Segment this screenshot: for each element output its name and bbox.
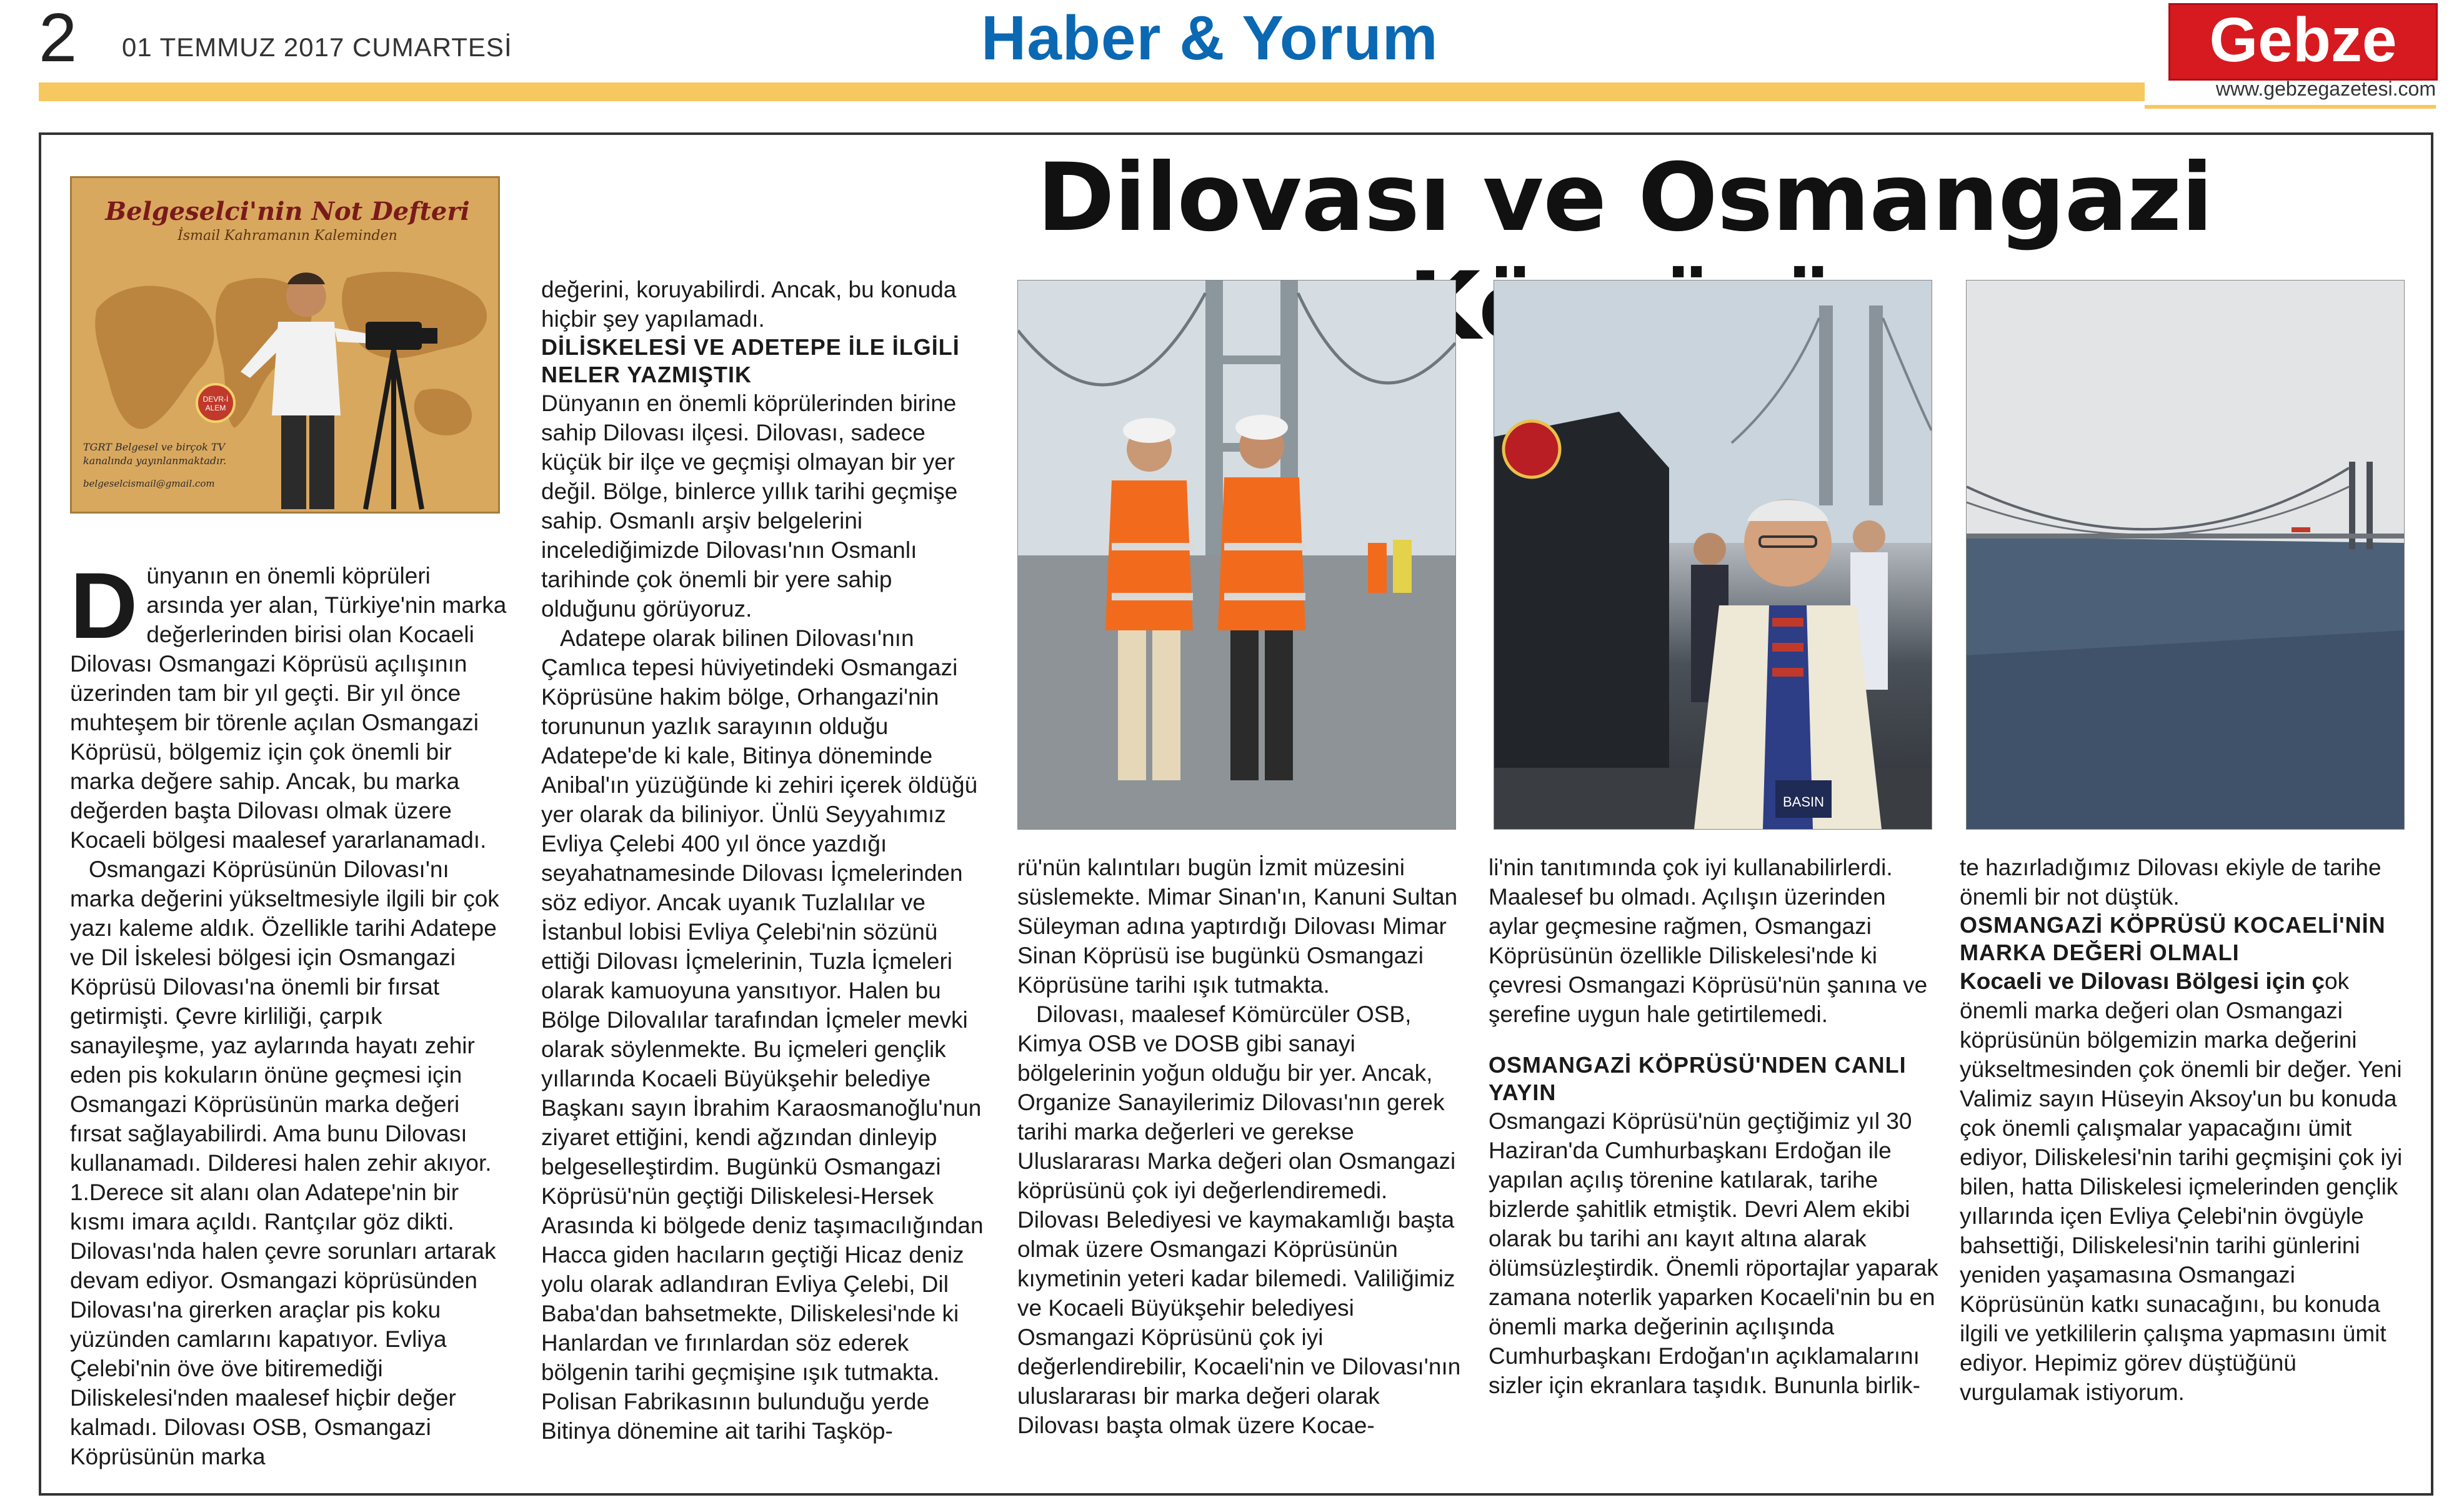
subheading: OSMANGAZİ KÖPRÜSÜ'NDEN CANLI YAYIN (1489, 1052, 1907, 1105)
paragraph-text: ok önemli marka değeri olan Osmangazi köprüsünün bölgemizin marka değerini yükseltmesinden çok önemli bir değer. Yeni Valimiz sayın Hüseyin Aksoy'un bu konuda çok önemli çalışmalar yapacağını ümit ediyor, Diliskelesi'nin tarihi geçmişini çok iyi bilen, hatta Diliskelesi içmelerinden gençlik yıllarında içen Evliya Çelebi'nin övgüyle bahsettiği, Diliskelesi'nin tarihi günlerini yeniden yaşamasına Osmangazi Köprüsünün katkı sunacağını, bu konuda ilgili ve yetkililerin çalışma yapmasını ümit ediyor. Hepimiz görev düştüğünü vurgulamak istiyorum. (1960, 968, 2403, 1405)
header-rule (39, 82, 2145, 101)
section-title: Haber & Yorum (981, 3, 1439, 73)
lead-text: ünyanın en önemli köprüleri arsında yer alan, Türkiye'nin marka değerlerinden birisi olan Kocaeli Dilovası Osmangazi Köprüsü açılışının üzerinden tam bir yıl geçti. Bir yıl önce muhteşem bir törenle açılan Osmangazi Köprüsü, bölgemiz için çok önemli bir marka değere sahip. Ancak, bu marka değerden başta Dilovası olmak üzere Kocaeli bölgesi maalesef yararlanamadı. (70, 563, 507, 853)
article-column-3 (1017, 853, 1467, 1440)
bold-lead-in: Kocaeli ve Dilovası Bölgesi için ç (1960, 968, 2325, 994)
lead-paragraph (70, 553, 507, 855)
body-paragraph: Osmangazi Köprüsünün Dilovası'nı marka değerini yükseltmesiyle ilgili bir çok yazı kaleme aldık. Özellikle tarihi Adatepe ve Dil İskelesi bölgesi için Osmangazi Köprüsü Dilovası'na önemli bir fırsat getirmişti. Çevre kirliliği, çarpık sanayileşme, yaz aylarında hayatı zehir eden pis kokuların önüne geçmesi için Osmangazi Köprüsünün marka değeri fırsat sağlayabilirdi. Ama bunu Dilovası kullanamadı. Dilderesi halen zehir akıyor. 1.Derece sit alanı olan Adatepe'nin bir kısmı imara açıldı. Rantçılar göz dikti. Dilovası'nda halen çevre sorunları artarak devam ediyor. Osmangazi köprüsünden Dilovası'na girerken araçlar pis koku yüzünden camlarını kapatıyor. Evliya Çelebi'nin öve öve bitiremediği Diliskelesi'nden maalesef hiçbir değer kalmadı. Dilovası OSB, Osmangazi Köprüsünün marka (70, 857, 499, 1469)
body-paragraph: Osmangazi Köprüsü'nün geçtiğimiz yıl 30 Haziran'da Cumhurbaşkanı Erdoğan ile yapılan açılış törenine katılarak, tarihe bizlerde şahitlik etmiştik. Devri Alem ekibi olarak bu tarihi anı kayıt altına alarak ölümsüzleştirdik. Önemli röportajlar yaparak zamana noterlik yaparken Kocaeli'nin bu en önemli marka değerinin açılışında Cumhurbaşkanı Erdoğan'ın açıklamalarını sizler için ekranlara taşıdık. Bununla birlik- (1489, 1108, 1938, 1398)
body-paragraph: li'nin tanıtımında çok iyi kullanabilirlerdi. Maalesef bu olmadı. Açılışın üzerinden aylar geçmesine rağmen, Osmangazi Köprüsünün özellikle Diliskelesi'nde ki çevresi Osmangazi Köprüsü'nün şanına ve şerefine uygun hale getirtilemedi. (1489, 855, 1928, 1027)
article-column-5 (1960, 853, 2403, 1407)
page-number: 2 (39, 0, 77, 76)
body-paragraph: Dilovası, maalesef Kömürcüler OSB, Kimya OSB ve DOSB gibi sanayi bölgelerinin yoğun olduğu bir yer. Ancak, Organize Sanayilerimiz Dilovası'nın gerek tarihi marka değerleri ve gerekse Uluslararası Marka değeri olan Osmangazi köprüsünü çok iyi değerlendiremedi. Dilovası Belediyesi ve kaymakamlığı başta olmak üzere Osmangazi Köprüsünün kıymetinin yeteri kadar bilemedi. Valiliğimiz ve Kocaeli Büyükşehir belediyesi Osmangazi Köprüsünü çok iyi değerlendirebilir, Kocaeli'nin ve Dilovası'nın uluslararası bir marka değeri olarak Dilovası başta olmak üzere Kocae- (1017, 1001, 1461, 1438)
article-column-4 (1489, 853, 1938, 1400)
subheading: OSMANGAZİ KÖPRÜSÜ KOCAELİ'NİN MARKA DEĞERİ OLMALI (1960, 912, 2386, 965)
notebook-subtitle: İsmail Kahramanın Kaleminden (177, 228, 397, 244)
svg-text:ALEM: ALEM (205, 404, 226, 412)
live-broadcast-illustration (1494, 281, 1932, 829)
logo-text: Gebze (2209, 5, 2397, 75)
body-paragraph: te hazırladığımız Dilovası ekiyle de tarihe önemli bir not düştük. (1960, 855, 2382, 910)
svg-text:DEVR-İ: DEVR-İ (202, 395, 229, 404)
newspaper-logo[interactable] (2168, 3, 2438, 81)
notebook-title: Belgeselci'nin Not Defteri (105, 197, 470, 226)
author-column-box (70, 176, 500, 514)
photo-live-broadcast[interactable] (1494, 280, 1932, 830)
bridge-sea-illustration (1967, 281, 2404, 829)
issue-date: 01 TEMMUZ 2017 CUMARTESİ (122, 32, 512, 62)
body-paragraph: Dünyanın en önemli köprülerinden birine sahip Dilovası ilçesi. Dilovası, sadece küçük bir ilçe ve geçmişi olmayan bir yer değil. Bölge, binlerce yıllık tarihi geçmişe sahip. Osmanlı arşiv belgelerini incelediğimizde Dilovası'nın Osmanlı tarihinde çok önemli bir yere sahip olduğunu görüyoruz. (541, 390, 958, 622)
article-column-1 (70, 553, 507, 1471)
body-paragraph (1960, 966, 2403, 1407)
subheading: DİLİSKELESİ VE ADETEPE İLE İLGİLİ NELER YAZMIŞTIK (541, 334, 960, 387)
photo-bridge-visit[interactable] (1017, 280, 1456, 830)
article-headline: Dilovası ve Osmangazi (1037, 144, 2213, 252)
body-paragraph: rü'nün kalıntıları bugün İzmit müzesini süslemekte. Mimar Sinan'ın, Kanuni Sultan Süleyman adına yaptırdığı Dilovası Mimar Sinan Köprüsü ise bugünkü Osmangazi Köprüsüne tarihi ışık tutmakta. (1017, 855, 1458, 998)
author-email[interactable]: belgeselcismail@gmail.com (83, 478, 215, 489)
press-badge-text: BASIN (1782, 794, 1825, 810)
drop-cap: D (70, 553, 138, 658)
bridge-visit-illustration (1018, 281, 1455, 829)
website-url[interactable]: www.gebzegazetesi.com (2215, 77, 2436, 100)
author-caption: TGRT Belgesel ve birçok TV kanalında yayınlanmaktadır. (83, 441, 227, 467)
header-rule-right (2145, 105, 2436, 109)
article-column-2 (541, 275, 991, 1446)
photo-bridge-over-sea[interactable] (1966, 280, 2405, 830)
body-paragraph: Adatepe olarak bilinen Dilovası'nın Çamlıca tepesi hüviyetindeki Osmangazi Köprüsüne hakim bölge, Orhangazi'nin torununun yazlık sarayının olduğu Adatepe'de ki kale, Bitinya döneminde Anibal'ın yüzüğünde ki zehiri içerek öldüğü yer olarak da biliniyor. Ünlü Seyyahımız Evliya Çelebi 400 yıl önce yazdığı seyahatnamesinde Dilovası İçmelerinden söz ediyor. Ancak uyanık Tuzlalılar ve İstanbul lobisi Evliya Çelebi'nin sözünü ettiği Dilovası İçmelerinin, Tuzla İçmeleri olarak kamuoyuna yansıtıyor. Halen bu Bölge Dilovalılar tarafından İçmeler mevki olarak söylenmekte. Bu içmeleri gençlik yıllarında Kocaeli Büyükşehir belediye Başkanı sayın İbrahim Karaosmanoğlu'nun ziyaret ettiğini, kendi ağzından dinleyip belgeselleştirdim. Bugünkü Osmangazi Köprüsü'nün geçtiği Diliskelesi-Hersek Arasında ki bölgede deniz taşımacılığından Hacca giden hacıların geçtiği Hicaz deniz yolu olarak adlandıran Evliya Çelebi, Dil Baba'dan bahsetmekte, Diliskelesi'nde ki Hanlardan ve fırınlardan söz ederek bölgenin tarihi geçmişine ışık tutmakta. Polisan Fabrikasının bulunduğu yerde Bitinya dönemine ait tarihi Taşköp- (541, 625, 984, 1444)
body-paragraph: değerini, koruyabilirdi. Ancak, bu konuda hiçbir şey yapılamadı. (541, 277, 957, 332)
